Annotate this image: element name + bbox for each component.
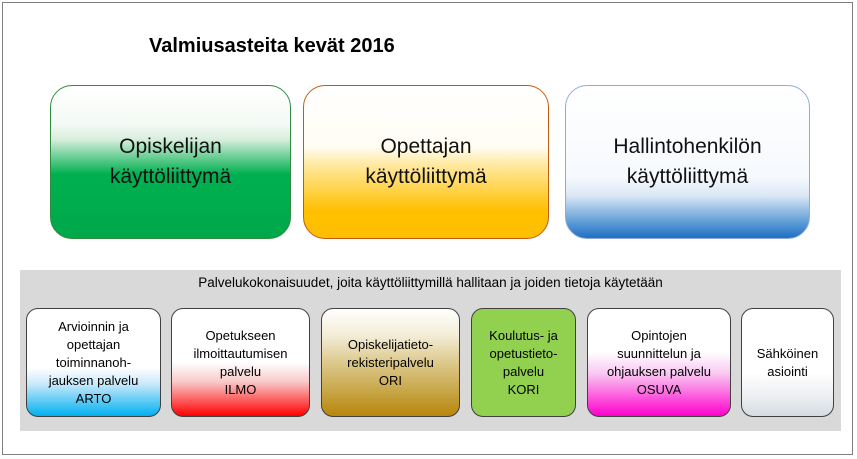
diagram-frame — [2, 2, 853, 455]
teacher-ui-box — [303, 85, 549, 239]
service-text-line: Opetukseen — [205, 327, 276, 343]
services-caption: Palvelukokonaisuudet, joita käyttöliittymillä hallitaan ja joiden tietoja käytetään — [198, 275, 663, 290]
service-text-line: toiminnanoh- — [55, 354, 132, 370]
teacher-ui-line1: Opettajan — [380, 135, 472, 158]
service-text-line: ORI — [378, 372, 403, 388]
services-panel — [20, 270, 841, 431]
service-text-line: Opintojen — [631, 327, 687, 343]
service-text-line: jauksen palvelu — [48, 372, 139, 388]
service-text-line: ARTO — [75, 390, 112, 406]
service-text-line: KORI — [507, 381, 540, 397]
service-e-services-box — [741, 308, 834, 417]
service-osuva-box — [587, 308, 731, 417]
service-ori-box — [321, 308, 460, 417]
service-text-line: OSUVA — [636, 381, 682, 397]
admin-ui-line1: Hallintohenkilön — [613, 135, 762, 158]
service-text-line: ohjauksen palvelu — [606, 363, 712, 379]
service-ilmo-box — [171, 308, 310, 417]
service-text-line: ilmoittautumisen — [193, 345, 288, 361]
service-text-line: palvelu — [219, 363, 262, 379]
service-text-line: Arvioinnin ja — [58, 318, 129, 334]
service-text-line: suunnittelun ja — [617, 345, 701, 361]
service-text-line: Sähköinen — [756, 345, 819, 361]
service-kori-box — [471, 308, 576, 417]
diagram-title: Valmiusasteita kevät 2016 — [149, 35, 395, 57]
service-text-line: opettajan — [66, 336, 121, 352]
service-text-line: rekisteripalvelu — [347, 354, 434, 370]
admin-ui-line2: käyttöliittymä — [626, 165, 749, 188]
service-text-line: Koulutus- ja — [489, 327, 558, 343]
student-ui-line2: käyttöliittymä — [109, 165, 232, 188]
service-text-line: opetustieto- — [489, 345, 558, 361]
service-text-line: Opiskelijatieto- — [347, 336, 434, 352]
service-text-line: asiointi — [767, 363, 808, 379]
service-text-line: ILMO — [224, 381, 257, 397]
service-text-line: palvelu — [502, 363, 545, 379]
student-ui-line1: Opiskelijan — [119, 135, 222, 158]
service-arto-box — [26, 308, 161, 417]
student-ui-box — [50, 85, 291, 239]
teacher-ui-line2: käyttöliittymä — [365, 165, 487, 188]
admin-ui-box — [565, 85, 810, 239]
